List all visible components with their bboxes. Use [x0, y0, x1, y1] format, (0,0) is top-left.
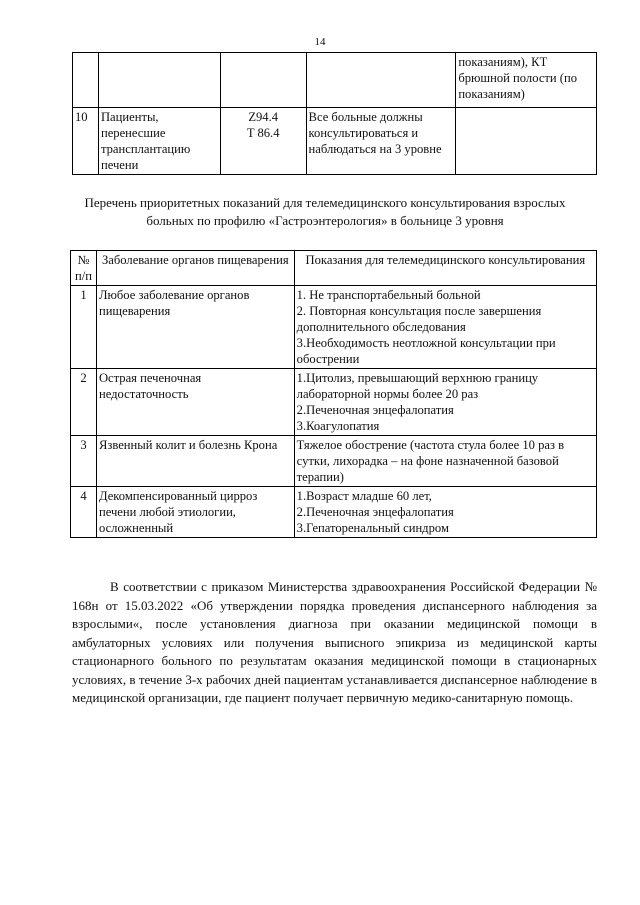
indication-item: 2.Печеночная энцефалопатия: [296, 505, 454, 519]
exam-cell: показаниям), КТ брюшной полости (по показаниям): [456, 53, 597, 108]
continuation-table: [72, 52, 597, 175]
table-row: [71, 286, 597, 369]
header-disease: Заболевание органов пищеварения: [96, 251, 294, 286]
header-num: № п/п: [71, 251, 97, 286]
indication-item: Тяжелое обострение (частота стула более 10 раз в сутки, лихорадка – на фоне назначенной базовой терапии): [296, 438, 565, 484]
section-title: Перечень приоритетных показаний для телемедицинского консультирования взрослых больных по профилю «Гастроэнтерология» в больнице 3 уровня: [84, 195, 566, 228]
note-cell: Все больные должны консультироваться и наблюдаться на 3 уровне: [306, 108, 456, 175]
disease-cell: Острая печеночная недостаточность: [96, 369, 294, 436]
indication-item: 2. Повторная консультация после завершения дополнительного обследования: [296, 304, 542, 334]
indication-item: 3.Гепаторенальный синдром: [296, 521, 449, 535]
paragraph-text: В соответствии с приказом Министерства здравоохранения Российской Федерации № 168н от 15.03.2022 «Об утверждении порядка проведения диспансерного наблюдения за взрослыми«, после установления диагноза при оказании медицинской помощи в амбулаторных условиях или получения выписного эпикриза из медицинской карты стационарного больного по результатам оказания медицинской помощи в стационарных условиях, в течение 3-х рабочих дней пациентам устанавливается диспансерное наблюдение в медицинской организации, где пациент получает первичную медико-санитарную помощь.: [72, 579, 597, 705]
disease-cell: Язвенный колит и болезнь Крона: [96, 436, 294, 487]
indication-item: 3.Необходимость неотложной консультации при обострении: [296, 336, 556, 366]
patients-cell: [98, 53, 220, 108]
table-row: [73, 108, 597, 175]
header-indications: Показания для телемедицинского консультирования: [294, 251, 596, 286]
indications-table: [70, 250, 597, 538]
indications-cell: [294, 436, 596, 487]
exam-cell: [456, 108, 597, 175]
table-row: [71, 436, 597, 487]
table-row: [71, 369, 597, 436]
body-paragraph: [72, 578, 597, 708]
table-row: [71, 487, 597, 538]
codes-cell: [220, 53, 306, 108]
row-number: 2: [71, 369, 97, 436]
indications-cell: [294, 487, 596, 538]
row-number: 1: [71, 286, 97, 369]
row-number: [73, 53, 99, 108]
indications-cell: [294, 369, 596, 436]
indication-item: 1.Возраст младше 60 лет,: [296, 489, 432, 503]
disease-cell: Любое заболевание органов пищеварения: [96, 286, 294, 369]
codes-cell: [220, 108, 306, 175]
code: Z94.4: [248, 110, 279, 124]
indication-item: 3.Коагулопатия: [296, 419, 380, 433]
disease-cell: Декомпенсированный цирроз печени любой этиологии, осложненный: [96, 487, 294, 538]
indication-item: 1. Не транспортабельный больной: [296, 288, 481, 302]
row-number: 4: [71, 487, 97, 538]
table-row: [73, 53, 597, 108]
code: T 86.4: [246, 126, 280, 140]
patients-cell: Пациенты, перенесшие трансплантацию печени: [98, 108, 220, 175]
page-number: 14: [314, 36, 326, 48]
note-cell: [306, 53, 456, 108]
indication-item: 1.Цитолиз, превышающий верхнюю границу лабораторной нормы более 20 раз: [296, 371, 539, 401]
table-header-row: [71, 251, 597, 286]
row-number: 3: [71, 436, 97, 487]
row-number: 10: [73, 108, 99, 175]
indications-cell: [294, 286, 596, 369]
indication-item: 2.Печеночная энцефалопатия: [296, 403, 454, 417]
